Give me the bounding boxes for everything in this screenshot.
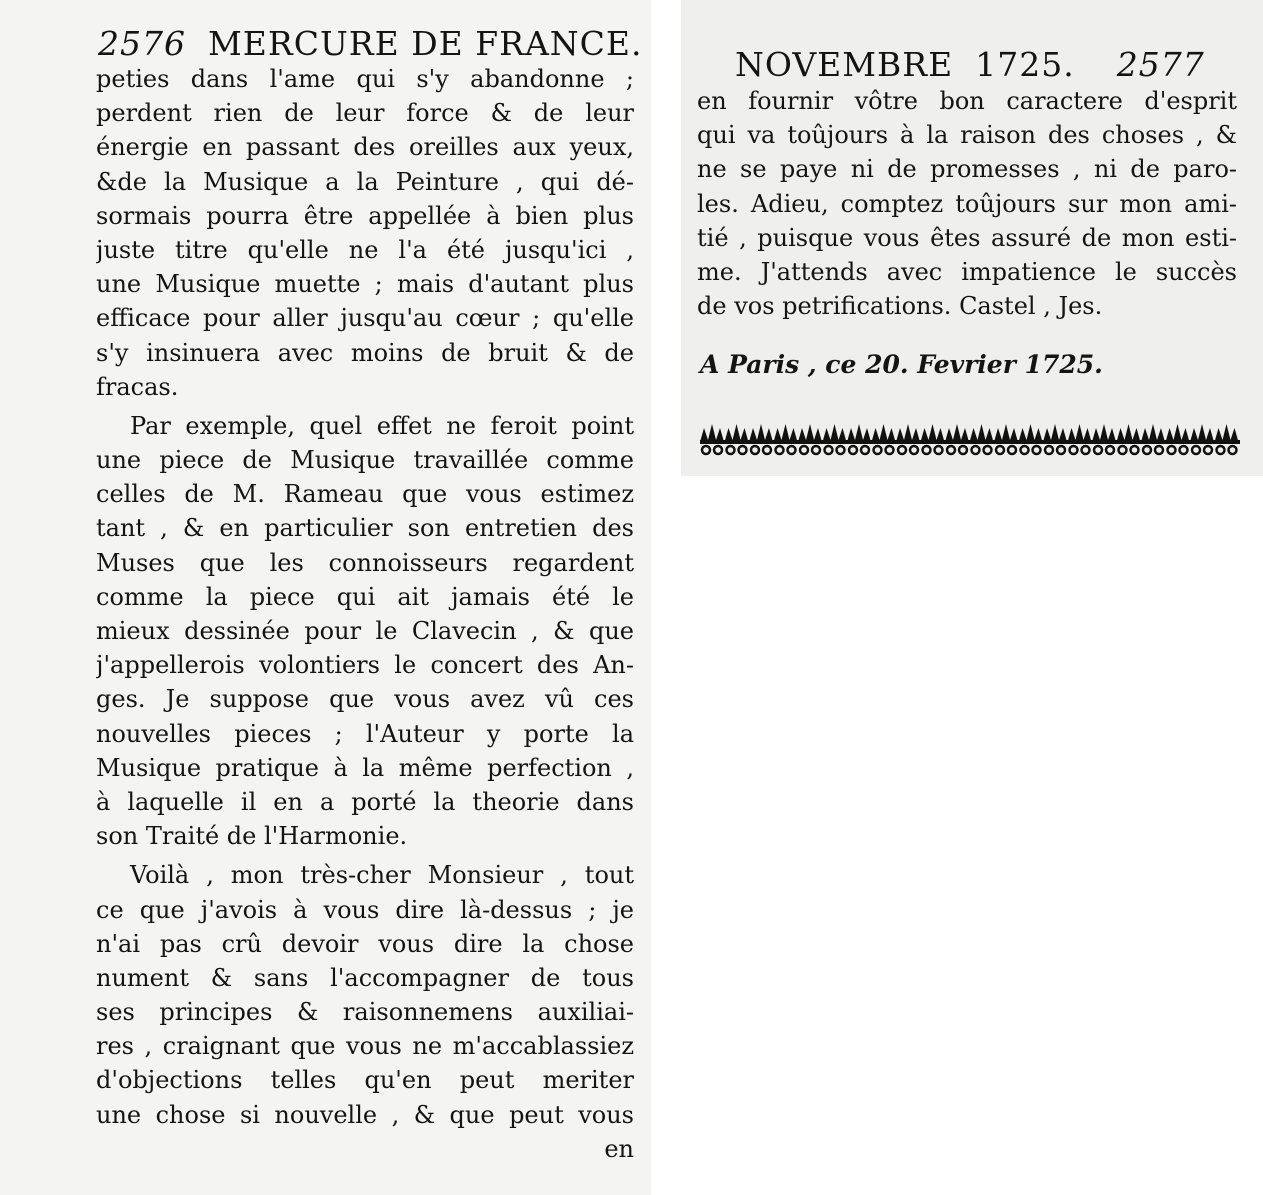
text-line: son Traité de l'Harmonie. xyxy=(96,822,408,851)
text-line: peties dans l'ame qui s'y abandonne ; xyxy=(96,65,634,93)
text-line: Musique pratique à la même perfection , xyxy=(96,753,634,782)
ornament-unit xyxy=(970,424,994,454)
ornament-unit xyxy=(921,424,945,454)
left-page-number: 2576 xyxy=(98,24,186,63)
text-line: à laquelle il en a porté la theorie dans xyxy=(96,787,634,816)
text-line: juste titre qu'elle ne l'a été jusqu'ici , xyxy=(96,235,634,264)
catchword: en xyxy=(604,1134,634,1163)
paragraph-first-line: Voilà , mon très-cher Monsieur , tout xyxy=(130,861,634,890)
ornament-unit xyxy=(847,424,871,454)
text-line: d'objections telles qu'en peut meriter xyxy=(96,1066,634,1095)
right-page-number: 2577 xyxy=(1116,45,1205,84)
text-line: &de la Musique a la Peinture , qui dé- xyxy=(96,167,634,196)
text-line: ses principes & raisonnemens auxiliai- xyxy=(96,998,634,1027)
text-line: ne se paye ni de promesses , ni de paro- xyxy=(697,155,1237,184)
text-line: énergie en passant des oreilles aux yeux, xyxy=(96,133,634,162)
text-line: en fournir vôtre bon caractere d'esprit xyxy=(697,87,1237,115)
text-line: n'ai pas crû devoir vous dire la chose xyxy=(96,929,634,958)
text-line: s'y insinuera avec moins de bruit & de xyxy=(96,338,634,367)
right-running-header xyxy=(735,45,1205,84)
ornament-unit xyxy=(1166,424,1190,454)
printers-ornament xyxy=(700,420,1240,460)
ornament-unit xyxy=(1190,424,1214,454)
ornament-unit xyxy=(1141,424,1165,454)
ornament-unit xyxy=(725,424,749,454)
text-line: res , craignant que vous ne m'accablassiez xyxy=(96,1032,634,1061)
ornament-unit xyxy=(774,424,798,454)
ornament-unit xyxy=(798,424,822,454)
text-line: tié , puisque vous êtes assuré de mon esti- xyxy=(697,223,1237,252)
ornament-unit xyxy=(872,424,896,454)
dateline: A Paris , ce 20. Fevrier 1725. xyxy=(700,350,1103,379)
text-line: ce que j'avois à vous dire là-dessus ; je xyxy=(96,895,634,924)
signature-line: de vos petrifications. Castel , Jes. xyxy=(697,292,1103,321)
ornament-unit xyxy=(749,424,773,454)
ornament-unit xyxy=(1019,424,1043,454)
paragraph-first-line: Par exemple, quel effet ne feroit point xyxy=(130,411,634,440)
ornament-unit xyxy=(1068,424,1092,454)
text-line: mieux dessinée pour le Clavecin , & que xyxy=(96,617,634,645)
text-line: efficace pour aller jusqu'au cœur ; qu'elle xyxy=(96,304,634,333)
text-line: une Musique muette ; mais d'autant plus xyxy=(96,270,634,299)
text-line: ges. Je suppose que vous avez vû ces xyxy=(96,685,634,714)
text-line: tant , & en particulier son entretien des xyxy=(96,514,634,543)
text-line: nouvelles pieces ; l'Auteur y porte la xyxy=(96,719,634,748)
right-body-text xyxy=(697,84,1237,323)
ornament-unit xyxy=(1092,424,1116,454)
text-line: une piece de Musique travaillée comme xyxy=(96,446,634,475)
text-line: nument & sans l'accompagner de tous xyxy=(96,963,634,992)
ornament-unit xyxy=(1043,424,1067,454)
text-line: qui va toûjours à la raison des choses , & xyxy=(697,121,1237,150)
text-line: fracas. xyxy=(96,372,179,401)
text-line: me. J'attends avec impatience le succès xyxy=(697,257,1237,286)
text-line: perdent rien de leur force & de leur xyxy=(96,99,634,128)
ornament-unit xyxy=(896,424,920,454)
text-line: Muses que les connoisseurs regardent xyxy=(96,548,634,577)
text-line: j'appellerois volontiers le concert des An- xyxy=(96,651,634,680)
left-running-header xyxy=(98,24,643,63)
text-line: sormais pourra être appellée à bien plus xyxy=(96,201,634,230)
ornament-unit xyxy=(823,424,847,454)
text-line: celles de M. Rameau que vous estimez xyxy=(96,480,634,509)
right-running-title: NOVEMBRE xyxy=(735,45,954,84)
ornament-unit xyxy=(1117,424,1141,454)
left-running-title: MERCURE DE FRANCE. xyxy=(207,24,643,63)
ornament-unit xyxy=(700,424,724,454)
text-line: une chose si nouvelle , & que peut vous xyxy=(96,1100,634,1129)
ornament-unit xyxy=(945,424,969,454)
right-running-year: 1725. xyxy=(975,45,1075,84)
ornament-unit xyxy=(1215,424,1239,454)
left-body-text xyxy=(96,62,634,1166)
text-line: comme la piece qui ait jamais été le xyxy=(96,582,634,611)
ornament-unit xyxy=(994,424,1018,454)
page-gutter xyxy=(651,0,681,1195)
text-line: les. Adieu, comptez toûjours sur mon ami- xyxy=(697,189,1237,218)
